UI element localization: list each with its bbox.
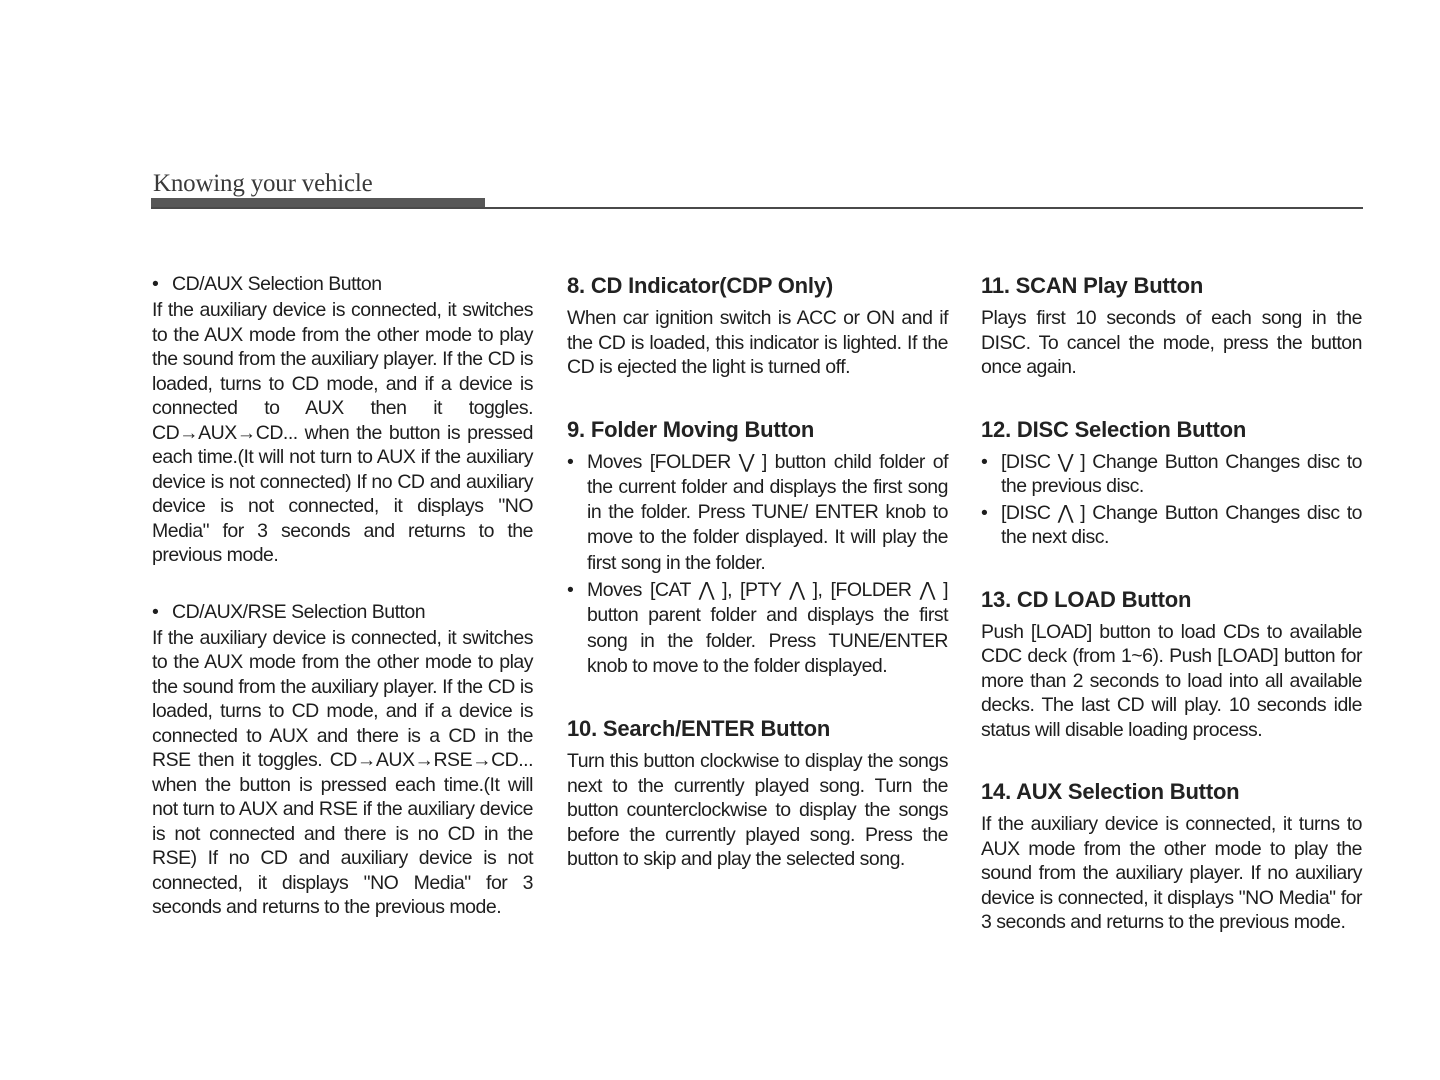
cd-aux-selection-text: If the auxiliary device is connected, it switches to the AUX mode from the other mode to play the sound from the auxiliary player. If the CD is loaded, turns to CD mode, and if a device is connected to AUX then it toggles. CD→AUX→CD... when the button is pressed each time.(It will not turn to AUX if the auxiliary device is not connected) If no CD and auxiliary device is not connected, it displays "NO Media" for 3 seconds and returns to the previous mode.: [152, 299, 533, 566]
column-right: [981, 270, 1362, 969]
list-item: • Moves [FOLDER ⋁ ] button child folder of the current folder and displays the first song in the folder. Press TUNE/ ENTER knob to move to the folder displayed. It will play the first song in the folder.: [567, 450, 948, 576]
section-aux-selection: [981, 776, 1362, 935]
section-heading: 9. Folder Moving Button: [567, 416, 815, 442]
section-cd-indicator: [567, 270, 948, 380]
section-title: Knowing your vehicle: [153, 170, 373, 197]
list-item: • Moves [CAT ⋀ ], [PTY ⋀ ], [FOLDER ⋀ ] button parent folder and displays the first song in the folder. Press TUNE/ENTER knob to move to the folder displayed.: [567, 578, 948, 679]
bullet-list: [567, 450, 948, 680]
column-middle: [567, 270, 948, 906]
section-text: If the auxiliary device is connected, it turns to AUX mode from the other mode to play the sound from the auxiliary player. If no auxiliary device is connected, it displays "NO Media" for 3 seconds and returns to the previous mode.: [981, 813, 1362, 933]
section-heading: 14. AUX Selection Button: [981, 779, 1240, 804]
section-scan-play: [981, 270, 1362, 380]
column-left: [152, 270, 533, 920]
section-heading: 11. SCAN Play Button: [981, 273, 1204, 298]
section-text: Push [LOAD] button to load CDs to available CDC deck (from 1~6). Push [LOAD] button for more than 2 seconds to load into all available decks. The last CD will play. 10 seconds idle status will disable loading process.: [981, 620, 1362, 741]
section-heading: 10. Search/ENTER Button: [567, 716, 831, 742]
section-heading: 13. CD LOAD Button: [981, 586, 1192, 612]
cd-aux-rse-selection-label: • CD/AUX/RSE Selection Button: [152, 598, 533, 626]
header-rule: [151, 207, 1363, 209]
spacer: [152, 568, 533, 598]
section-folder-moving: [567, 414, 948, 680]
section-text: When car ignition switch is ACC or ON and if the CD is loaded, this indicator is lighted. If the CD is ejected the light is turned off.: [567, 307, 948, 378]
section-disc-selection: [981, 414, 1362, 550]
list-item: • [DISC ⋁ ] Change Button Changes disc to the previous disc.: [981, 450, 1362, 499]
page-header: [151, 168, 1363, 212]
cd-aux-rse-selection-text: If the auxiliary device is connected, it switches to the AUX mode from the other mode to play the sound from the auxiliary player. If the CD is loaded, turns to CD mode, and if a device is connected to AUX and there is a CD in the RSE then it toggles. CD→AUX→RSE→CD... when the button is pressed each time.(It will not turn to AUX and RSE if the auxiliary device is not connected and there is no CD in the RSE) If no CD and auxiliary device is not connected, it displays "NO Media" for 3 seconds and returns to the previous mode.: [152, 626, 533, 918]
bullet-list: [981, 450, 1362, 550]
section-cd-load: [981, 584, 1362, 743]
list-item: • [DISC ⋀ ] Change Button Changes disc to the next disc.: [981, 501, 1362, 550]
section-text: Plays first 10 seconds of each song in the DISC. To cancel the mode, press the button once again.: [981, 307, 1362, 378]
cd-aux-selection-label: • CD/AUX Selection Button: [152, 270, 533, 298]
section-search-enter: [567, 713, 948, 872]
section-text: Turn this button clockwise to display the songs next to the currently played song. Turn the button counterclockwise to display the songs before the currently played song. Press the button to skip and play the selected song.: [567, 750, 948, 871]
section-heading: 12. DISC Selection Button: [981, 416, 1247, 442]
section-heading: 8. CD Indicator(CDP Only): [567, 273, 833, 298]
